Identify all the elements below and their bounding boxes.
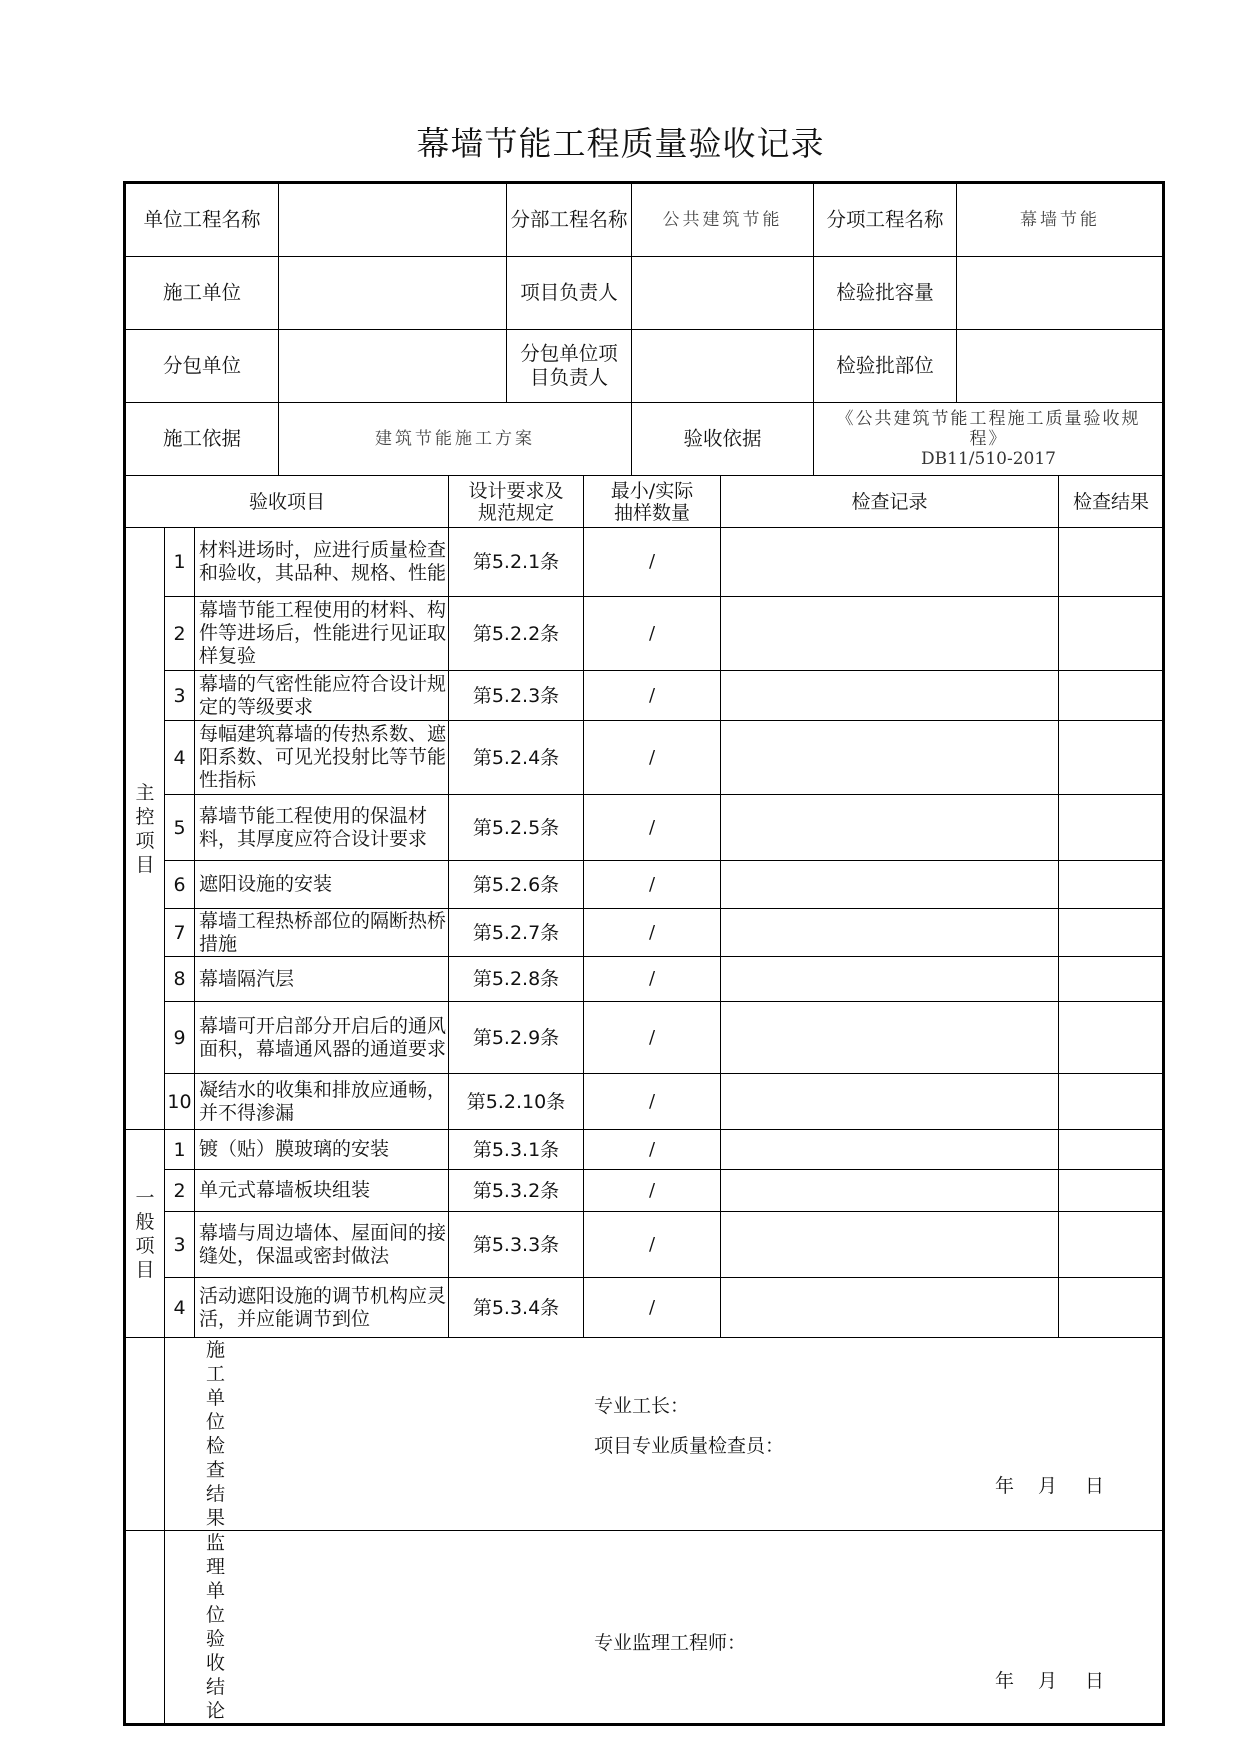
main-record[interactable] xyxy=(721,597,1059,671)
main-record[interactable] xyxy=(721,528,1059,597)
general-text: 单元式幕墙板块组装 xyxy=(195,1170,449,1212)
main-text: 幕墙工程热桥部位的隔断热桥措施 xyxy=(195,909,449,957)
general-result[interactable] xyxy=(1059,1278,1164,1338)
contractor-check-label xyxy=(125,1338,226,1531)
supervisor-check-label-text: 监理单位验收结论 xyxy=(206,1532,226,1722)
main-sample[interactable]: / xyxy=(584,909,721,957)
acceptance-record-table xyxy=(123,181,1165,1726)
batch-location-value[interactable] xyxy=(957,330,1164,403)
batch-location-label: 检验批部位 xyxy=(814,330,957,403)
general-result[interactable] xyxy=(1059,1212,1164,1278)
main-text: 幕墙节能工程使用的材料、构件等进场后，性能进行见证取样复验 xyxy=(195,597,449,671)
supervisor-check-label xyxy=(125,1531,226,1725)
division-label: 分部工程名称 xyxy=(507,183,632,257)
page-title: 幕墙节能工程质量验收记录 xyxy=(416,124,825,163)
general-no: 1 xyxy=(165,1130,195,1170)
supervisor-date xyxy=(969,1670,1104,1692)
general-text: 活动遮阳设施的调节机构应灵活，并应能调节到位 xyxy=(195,1278,449,1338)
basis-value[interactable]: 建筑节能施工方案 xyxy=(279,403,632,476)
main-no: 3 xyxy=(165,671,195,721)
main-result[interactable] xyxy=(1059,671,1164,721)
main-text: 幕墙可开启部分开启后的通风面积，幕墙通风器的通道要求 xyxy=(195,1002,449,1074)
main-text: 遮阳设施的安装 xyxy=(195,861,449,909)
general-no: 4 xyxy=(165,1278,195,1338)
unit-project-label: 单位工程名称 xyxy=(125,183,279,257)
main-clause: 第5.2.8条 xyxy=(449,957,584,1002)
main-sample[interactable]: / xyxy=(584,795,721,861)
main-no: 2 xyxy=(165,597,195,671)
general-text: 幕墙与周边墙体、屋面间的接缝处，保温或密封做法 xyxy=(195,1212,449,1278)
supervisor-check-area[interactable] xyxy=(165,1531,1164,1725)
contractor-day: 日 xyxy=(1085,1475,1105,1497)
main-text: 每幅建筑幕墙的传热系数、遮阳系数、可见光投射比等节能性指标 xyxy=(195,721,449,795)
col-record-header: 检查记录 xyxy=(721,476,1059,528)
main-record[interactable] xyxy=(721,795,1059,861)
supervisor-year: 年 xyxy=(994,1670,1014,1692)
general-sample[interactable]: / xyxy=(584,1170,721,1212)
main-text: 幕墙的气密性能应符合设计规定的等级要求 xyxy=(195,671,449,721)
general-record[interactable] xyxy=(721,1212,1059,1278)
main-result[interactable] xyxy=(1059,597,1164,671)
main-clause: 第5.2.4条 xyxy=(449,721,584,795)
col-sample-header: 最小/实际抽样数量 xyxy=(584,476,721,528)
main-result[interactable] xyxy=(1059,1002,1164,1074)
main-no: 1 xyxy=(165,528,195,597)
supervisor-day: 日 xyxy=(1085,1670,1105,1692)
general-sample[interactable]: / xyxy=(584,1130,721,1170)
contractor-value[interactable] xyxy=(279,257,507,330)
general-clause: 第5.3.1条 xyxy=(449,1130,584,1170)
main-text: 幕墙节能工程使用的保温材料，其厚度应符合设计要求 xyxy=(195,795,449,861)
general-clause: 第5.3.2条 xyxy=(449,1170,584,1212)
general-clause: 第5.3.3条 xyxy=(449,1212,584,1278)
main-clause: 第5.2.5条 xyxy=(449,795,584,861)
general-group-text: 一般项目 xyxy=(135,1186,155,1281)
main-no: 4 xyxy=(165,721,195,795)
pm-label: 项目负责人 xyxy=(507,257,632,330)
main-sample[interactable]: / xyxy=(584,861,721,909)
general-text: 镀（贴）膜玻璃的安装 xyxy=(195,1130,449,1170)
acceptance-basis-label: 验收依据 xyxy=(632,403,814,476)
main-clause: 第5.2.2条 xyxy=(449,597,584,671)
general-record[interactable] xyxy=(721,1170,1059,1212)
basis-label: 施工依据 xyxy=(125,403,279,476)
main-no: 5 xyxy=(165,795,195,861)
acceptance-basis-line1: 《公共建筑节能工程施工质量验收规程》 xyxy=(836,409,1141,449)
main-sample[interactable]: / xyxy=(584,1002,721,1074)
pm-value[interactable] xyxy=(632,257,814,330)
general-group xyxy=(125,1130,165,1338)
sub-pm-value[interactable] xyxy=(632,330,814,403)
main-no: 6 xyxy=(165,861,195,909)
main-result[interactable] xyxy=(1059,1074,1164,1130)
main-text: 凝结水的收集和排放应通畅，并不得渗漏 xyxy=(195,1074,449,1130)
main-sample[interactable]: / xyxy=(584,597,721,671)
main-sample[interactable]: / xyxy=(584,671,721,721)
subcontractor-label: 分包单位 xyxy=(125,330,279,403)
col-result-header: 检查结果 xyxy=(1059,476,1164,528)
main-record[interactable] xyxy=(721,721,1059,795)
main-clause: 第5.2.3条 xyxy=(449,671,584,721)
unit-project-value[interactable] xyxy=(279,183,507,257)
main-record[interactable] xyxy=(721,1074,1059,1130)
main-result[interactable] xyxy=(1059,721,1164,795)
main-result[interactable] xyxy=(1059,528,1164,597)
col-item-header: 验收项目 xyxy=(125,476,449,528)
general-sample[interactable]: / xyxy=(584,1212,721,1278)
main-clause: 第5.2.1条 xyxy=(449,528,584,597)
main-sample[interactable]: / xyxy=(584,528,721,597)
main-record[interactable] xyxy=(721,957,1059,1002)
contractor-date xyxy=(969,1475,1104,1497)
subitem-label: 分项工程名称 xyxy=(814,183,957,257)
col-requirement-header: 设计要求及规范规定 xyxy=(449,476,584,528)
main-no: 7 xyxy=(165,909,195,957)
main-clause: 第5.2.10条 xyxy=(449,1074,584,1130)
contractor-check-label-text: 施工单位检查结果 xyxy=(206,1339,226,1529)
main-control-group xyxy=(125,528,165,1130)
general-result[interactable] xyxy=(1059,1170,1164,1212)
main-result[interactable] xyxy=(1059,861,1164,909)
main-sample[interactable]: / xyxy=(584,957,721,1002)
general-result[interactable] xyxy=(1059,1130,1164,1170)
division-value[interactable]: 公共建筑节能 xyxy=(632,183,814,257)
main-result[interactable] xyxy=(1059,795,1164,861)
main-record[interactable] xyxy=(721,909,1059,957)
main-clause: 第5.2.9条 xyxy=(449,1002,584,1074)
quality-inspector-label: 项目专业质量检查员： xyxy=(594,1435,785,1457)
main-record[interactable] xyxy=(721,861,1059,909)
contractor-month: 月 xyxy=(1038,1475,1058,1497)
general-record[interactable] xyxy=(721,1130,1059,1170)
supervising-engineer-label: 专业监理工程师： xyxy=(594,1632,747,1654)
sub-pm-label: 分包单位项目负责人 xyxy=(507,330,632,403)
general-record[interactable] xyxy=(721,1278,1059,1338)
foreman-label: 专业工长： xyxy=(594,1395,690,1417)
main-record[interactable] xyxy=(721,1002,1059,1074)
main-record[interactable] xyxy=(721,671,1059,721)
main-no: 8 xyxy=(165,957,195,1002)
subcontractor-value[interactable] xyxy=(279,330,507,403)
main-text: 材料进场时，应进行质量检查和验收，其品种、规格、性能 xyxy=(195,528,449,597)
acceptance-basis-value[interactable] xyxy=(814,403,1164,476)
main-no: 10 xyxy=(165,1074,195,1130)
batch-capacity-value[interactable] xyxy=(957,257,1164,330)
contractor-check-area[interactable] xyxy=(165,1338,1164,1531)
general-no: 2 xyxy=(165,1170,195,1212)
batch-capacity-label: 检验批容量 xyxy=(814,257,957,330)
main-text: 幕墙隔汽层 xyxy=(195,957,449,1002)
subitem-value[interactable]: 幕墙节能 xyxy=(957,183,1164,257)
main-control-group-text: 主控项目 xyxy=(135,781,155,876)
general-clause: 第5.3.4条 xyxy=(449,1278,584,1338)
main-result[interactable] xyxy=(1059,957,1164,1002)
supervisor-month: 月 xyxy=(1038,1670,1058,1692)
main-sample[interactable]: / xyxy=(584,1074,721,1130)
general-sample[interactable]: / xyxy=(584,1278,721,1338)
main-clause: 第5.2.6条 xyxy=(449,861,584,909)
main-no: 9 xyxy=(165,1002,195,1074)
main-result[interactable] xyxy=(1059,909,1164,957)
main-sample[interactable]: / xyxy=(584,721,721,795)
general-no: 3 xyxy=(165,1212,195,1278)
acceptance-basis-line2: DB11/510-2017 xyxy=(921,449,1056,469)
main-clause: 第5.2.7条 xyxy=(449,909,584,957)
contractor-year: 年 xyxy=(994,1475,1014,1497)
contractor-label: 施工单位 xyxy=(125,257,279,330)
